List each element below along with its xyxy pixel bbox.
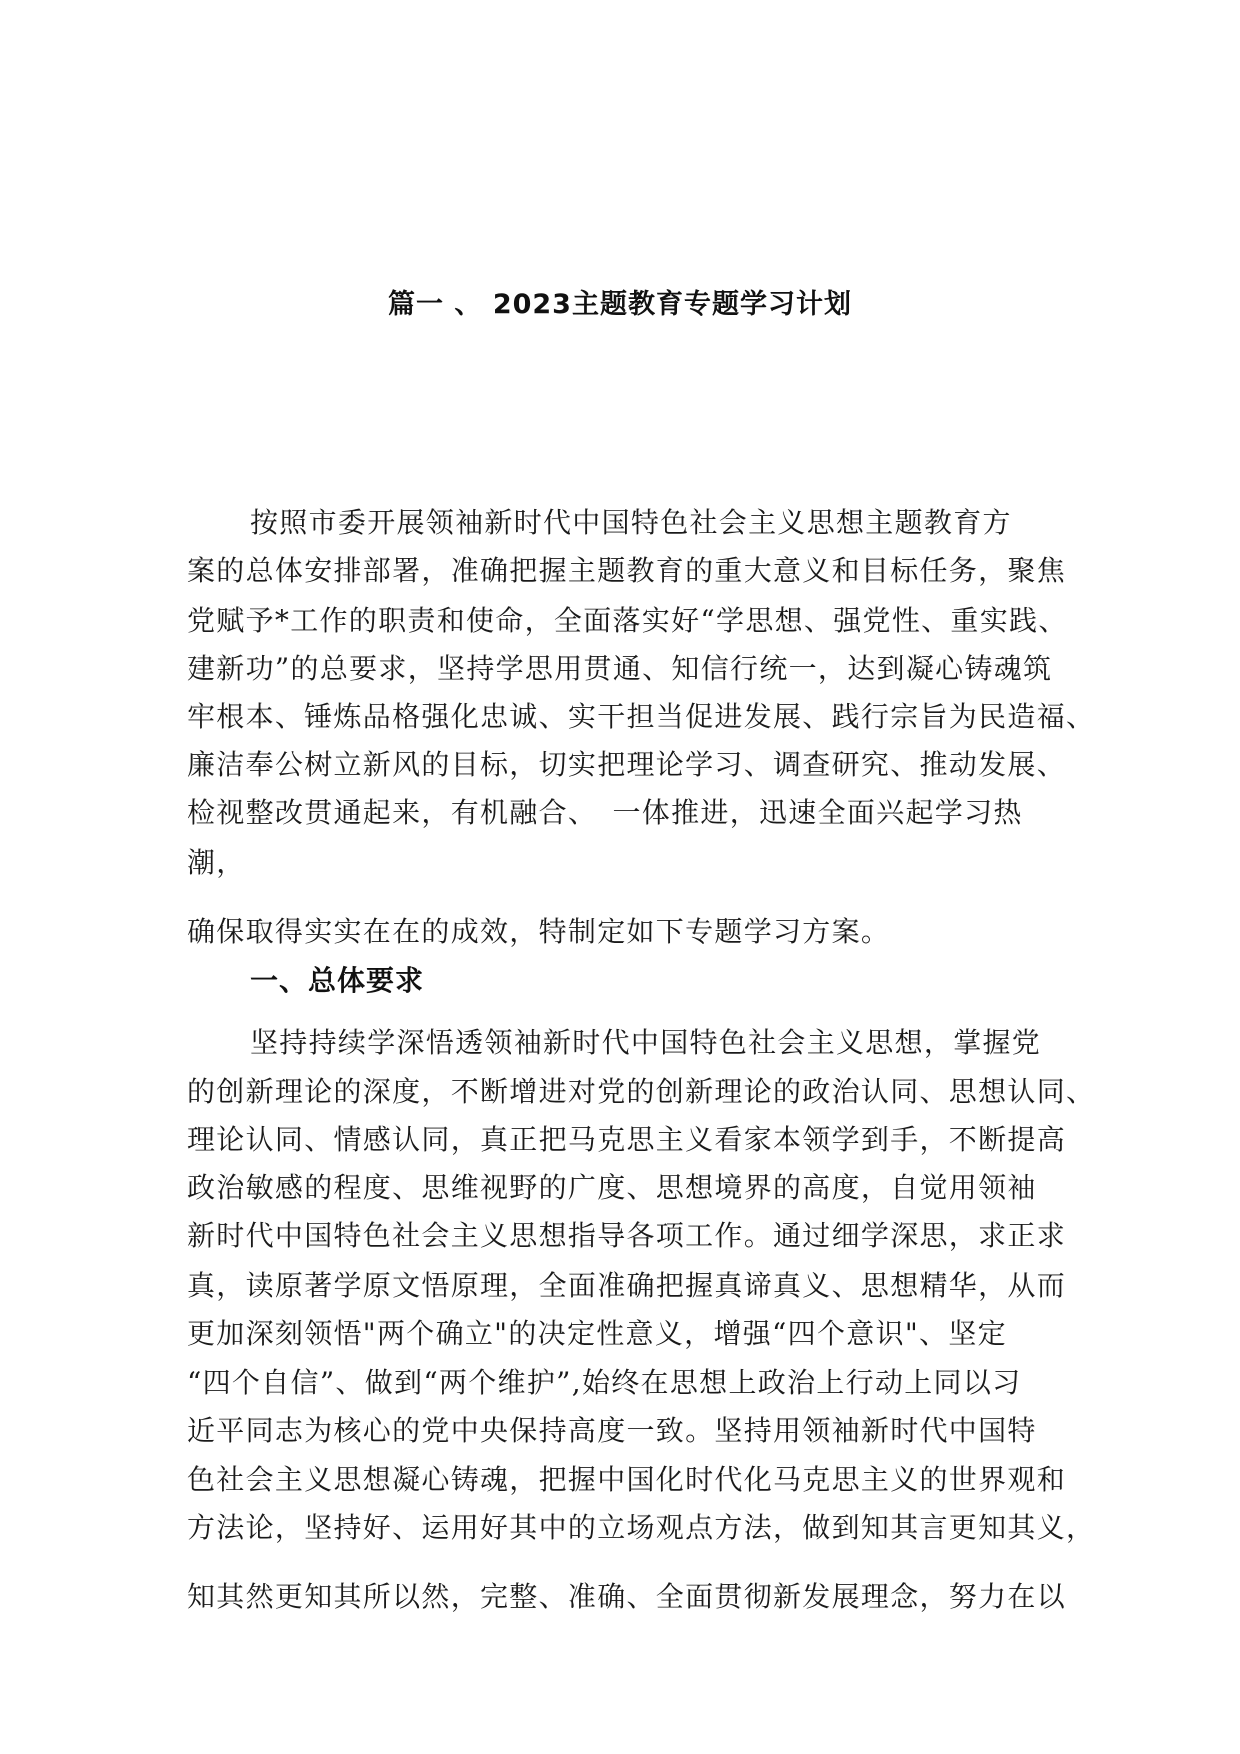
paragraph-line: 牢根本、锤炼品格强化忠诚、实干担当促进发展、践行宗旨为民造福、: [187, 700, 1096, 733]
paragraph-line: 近平同志为核心的党中央保持高度一致。坚持用领袖新时代中国特: [187, 1414, 1037, 1447]
paragraph-line: 新时代中国特色社会主义思想指导各项工作。通过细学深思，求正求: [187, 1219, 1067, 1252]
paragraph-line: 色社会主义思想凝心铸魂，把握中国化时代化马克思主义的世界观和: [187, 1463, 1067, 1496]
section-heading: 一、总体要求: [250, 964, 425, 997]
paragraph-line: 坚持持续学深悟透领袖新时代中国特色社会主义思想，掌握党: [250, 1026, 1042, 1059]
paragraph-line: 知其然更知其所以然，完整、准确、全面贯彻新发展理念，努力在以: [187, 1580, 1067, 1613]
paragraph-line: 方法论，坚持好、运用好其中的立场观点方法，做到知其言更知其义，: [187, 1511, 1096, 1544]
paragraph-line: 党赋予*工作的职责和使命，全面落实好“学思想、强党性、重实践、: [187, 604, 1068, 637]
paragraph-line: 更加深刻领悟"两个确立"的决定性意义，增强“四个意识"、坚定: [187, 1317, 1007, 1350]
paragraph-line: 廉洁奉公树立新风的目标，切实把理论学习、调查研究、推动发展、: [187, 748, 1067, 781]
paragraph-line: “四个自信”、做到“两个维护”,始终在思想上政治上行动上同以习: [187, 1366, 1022, 1399]
paragraph-line: 确保取得实实在在的成效，特制定如下专题学习方案。: [187, 915, 891, 948]
paragraph-line: 政治敏感的程度、思维视野的广度、思想境界的高度，自觉用领袖: [187, 1171, 1037, 1204]
paragraph-line: 建新功”的总要求，坚持学思用贯通、知信行统一，达到凝心铸魂筑: [187, 652, 1053, 685]
paragraph-line: 潮，: [187, 846, 246, 879]
paragraph-line: 理论认同、情感认同，真正把马克思主义看家本领学到手，不断提高: [187, 1123, 1067, 1156]
paragraph-line: 案的总体安排部署，准确把握主题教育的重大意义和目标任务，聚焦: [187, 554, 1067, 587]
paragraph-line: 真，读原著学原文悟原理，全面准确把握真谛真义、思想精华，从而: [187, 1269, 1067, 1302]
paragraph-line: 的创新理论的深度，不断增进对党的创新理论的政治认同、思想认同、: [187, 1075, 1096, 1108]
paragraph-line: 按照市委开展领袖新时代中国特色社会主义思想主题教育方: [250, 506, 1012, 539]
paragraph-line: 检视整改贯通起来，有机融合、 一体推进，迅速全面兴起学习热: [187, 796, 1023, 829]
document-title: 篇一 、 2023主题教育专题学习计划: [388, 289, 852, 320]
